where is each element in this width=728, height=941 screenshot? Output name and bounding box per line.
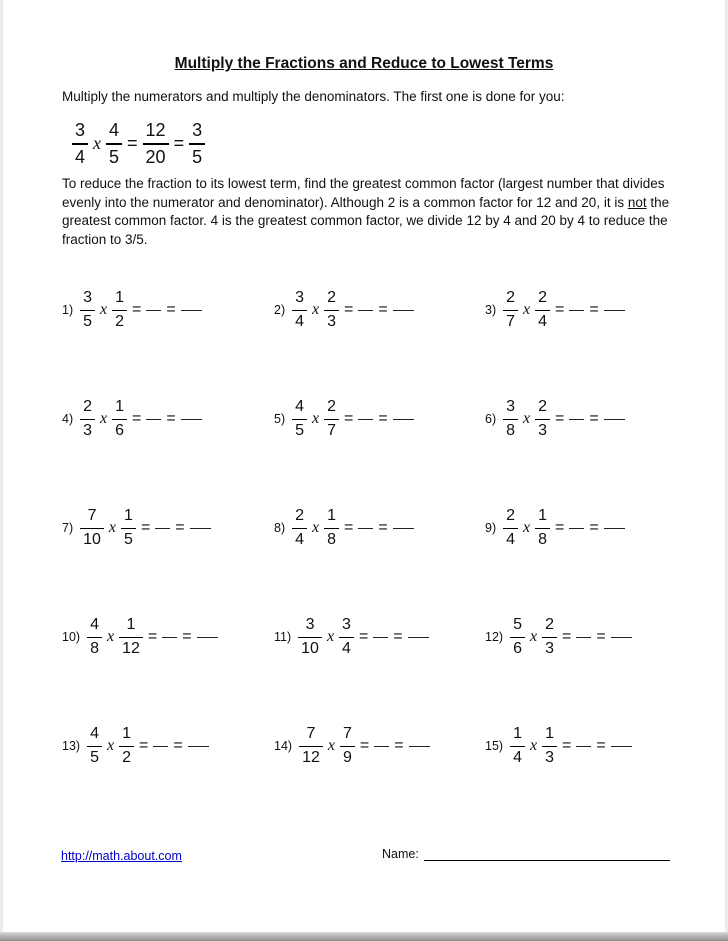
- fraction-1-denominator: 5: [90, 748, 99, 766]
- fraction-2-numerator: 1: [119, 616, 143, 637]
- fraction-2-numerator: 3: [339, 616, 354, 637]
- answer-blank-2: [188, 746, 209, 748]
- answer-blank-1: [358, 419, 373, 421]
- equals-sign: =: [132, 301, 142, 319]
- multiply-sign: x: [312, 301, 320, 319]
- equals-sign: =: [358, 628, 369, 646]
- equals-sign: =: [589, 519, 599, 537]
- fraction-1-numerator: 3: [292, 289, 307, 310]
- equals-sign: =: [555, 410, 565, 428]
- fraction-2-denominator: 2: [115, 312, 125, 330]
- fraction-2-denominator: 3: [545, 639, 554, 657]
- equals-sign: =: [344, 301, 354, 319]
- fraction-1: [299, 725, 323, 767]
- multiply-sign: x: [312, 519, 320, 537]
- fraction-2-denominator: 12: [122, 639, 140, 657]
- example-fraction-2-denominator: 5: [109, 146, 120, 167]
- equals-sign: =: [173, 737, 183, 755]
- answer-blank-1: [576, 637, 591, 639]
- fraction-1-denominator: 12: [302, 748, 320, 766]
- problem-number: 7): [62, 521, 74, 536]
- fraction-1: [87, 616, 102, 658]
- answer-blank-2: [604, 528, 625, 530]
- example-result-2: [189, 120, 205, 167]
- fraction-1: [292, 507, 307, 549]
- fraction-2-numerator: 2: [324, 398, 339, 419]
- equals-sign: =: [359, 737, 370, 755]
- answer-blank-1: [373, 637, 388, 639]
- problem-number: 5): [274, 412, 286, 427]
- problem-number: 10): [62, 630, 81, 645]
- equals-sign: =: [378, 519, 388, 537]
- fraction-2-denominator: 2: [122, 748, 131, 766]
- fraction-2-numerator: 1: [542, 725, 557, 746]
- answer-blank-1: [153, 746, 168, 748]
- page-content: [3, 0, 725, 828]
- problem-number: 8): [274, 521, 286, 536]
- fraction-2-numerator: 2: [542, 616, 557, 637]
- answer-blank-2: [393, 419, 414, 421]
- fraction-2-numerator: 7: [340, 725, 355, 746]
- equals-sign: =: [589, 301, 599, 319]
- source-link[interactable]: http://math.about.com: [61, 849, 182, 863]
- equals-sign: =: [140, 519, 151, 537]
- equals-sign: =: [344, 519, 354, 537]
- fraction-1: [503, 398, 518, 440]
- equals-sign: =: [596, 628, 606, 646]
- answer-blank-2: [604, 419, 625, 421]
- equals-sign: =: [166, 410, 176, 428]
- fraction-2-numerator: 1: [119, 725, 134, 746]
- problem-number: 15): [485, 739, 504, 754]
- multiply-sign: x: [327, 737, 335, 755]
- equals-sign: =: [394, 737, 404, 755]
- fraction-1-numerator: 2: [80, 398, 95, 419]
- fraction-2: [339, 616, 354, 658]
- answer-blank-2: [190, 528, 211, 530]
- problem: [274, 719, 485, 773]
- fraction-1: [80, 398, 95, 440]
- fraction-1: [503, 289, 518, 331]
- problem-number: 4): [62, 412, 74, 427]
- equals-sign: =: [589, 410, 599, 428]
- equals-sign: =: [147, 628, 158, 646]
- fraction-2: [542, 616, 557, 658]
- fraction-2-denominator: 5: [124, 530, 133, 548]
- fraction-1: [80, 507, 104, 549]
- fraction-2: [535, 289, 550, 331]
- answer-blank-1: [162, 637, 177, 639]
- answer-blank-2: [181, 419, 202, 421]
- equals-sign: =: [555, 519, 565, 537]
- problem: [485, 719, 668, 773]
- explanation-paragraph: [62, 175, 682, 249]
- fraction-2-denominator: 8: [538, 530, 548, 548]
- fraction-2-denominator: 3: [545, 748, 554, 766]
- fraction-2-denominator: 4: [342, 639, 351, 657]
- problem-number: 13): [62, 739, 81, 754]
- example-fraction-1: [72, 120, 88, 167]
- multiply-sign: x: [100, 301, 108, 319]
- fraction-2-numerator: 1: [535, 507, 550, 528]
- fraction-1-denominator: 5: [83, 312, 93, 330]
- problem: [62, 392, 274, 446]
- instructions: Multiply the numerators and multiply the denominators. The first one is done for you:: [62, 89, 565, 104]
- fraction-1-denominator: 3: [83, 421, 93, 439]
- fraction-1-numerator: 3: [503, 398, 518, 419]
- fraction-1-denominator: 10: [83, 530, 101, 548]
- answer-blank-1: [576, 746, 591, 748]
- example-fraction-1-denominator: 4: [75, 146, 86, 167]
- example-result-2-numerator: 3: [189, 120, 205, 145]
- answer-blank-1: [146, 310, 161, 312]
- fraction-2-denominator: 7: [327, 421, 337, 439]
- fraction-1-numerator: 2: [292, 507, 307, 528]
- fraction-2-denominator: 8: [327, 530, 337, 548]
- example-result-1-denominator: 20: [145, 146, 166, 167]
- fraction-2-numerator: 2: [535, 398, 550, 419]
- problem: [62, 719, 274, 773]
- answer-blank-2: [611, 746, 632, 748]
- problem: [62, 501, 274, 555]
- equals-sign: =: [378, 410, 388, 428]
- explanation-text-1: To reduce the fraction to its lowest term, find the greatest common factor (largest number that divides evenly into the numerator and denominator). Although 2 is a common factor for 12 and 20, it is: [62, 176, 665, 210]
- fraction-1-denominator: 10: [301, 639, 319, 657]
- fraction-1-numerator: 7: [299, 725, 323, 746]
- fraction-1-numerator: 2: [503, 289, 518, 310]
- answer-blank-2: [604, 310, 625, 312]
- answer-blank-2: [408, 637, 429, 639]
- fraction-1: [292, 289, 307, 331]
- problems-grid: [62, 283, 668, 828]
- fraction-2-numerator: 1: [324, 507, 339, 528]
- fraction-1-numerator: 2: [503, 507, 518, 528]
- equals-sign: =: [393, 628, 403, 646]
- fraction-2-numerator: 1: [112, 289, 127, 310]
- multiply-sign: x: [100, 410, 108, 428]
- answer-blank-2: [181, 310, 202, 312]
- equals-sign: =: [378, 301, 388, 319]
- equals-sign: =: [139, 737, 149, 755]
- example-fraction-1-numerator: 3: [72, 120, 88, 145]
- multiply-sign: x: [523, 410, 531, 428]
- answer-blank-1: [374, 746, 389, 748]
- fraction-2: [535, 507, 550, 549]
- equals-sign: =: [562, 737, 572, 755]
- problem: [274, 283, 485, 337]
- worksheet-page: [3, 0, 725, 932]
- problem-number: 3): [485, 303, 497, 318]
- equals-sign: =: [344, 410, 354, 428]
- equals-sign: =: [555, 301, 565, 319]
- multiply-sign: x: [106, 628, 115, 646]
- multiply-sign: x: [106, 737, 115, 755]
- answer-blank-1: [155, 528, 170, 530]
- problem: [485, 610, 668, 664]
- answer-blank-1: [569, 528, 584, 530]
- fraction-1: [87, 725, 102, 767]
- multiply-sign: x: [523, 519, 531, 537]
- fraction-1: [510, 725, 525, 767]
- multiply-sign: x: [523, 301, 531, 319]
- fraction-1-numerator: 7: [80, 507, 104, 528]
- problem: [274, 501, 485, 555]
- fraction-1-denominator: 8: [506, 421, 516, 439]
- example-fraction-2: [106, 120, 122, 167]
- fraction-2: [119, 616, 143, 658]
- fraction-1-denominator: 4: [506, 530, 516, 548]
- example-result-1: [143, 120, 169, 167]
- fraction-1-denominator: 6: [513, 639, 522, 657]
- problem: [485, 392, 668, 446]
- fraction-2-numerator: 2: [324, 289, 339, 310]
- answer-blank-1: [358, 528, 373, 530]
- example-result-1-numerator: 12: [143, 120, 169, 145]
- fraction-2-denominator: 3: [538, 421, 548, 439]
- fraction-1: [510, 616, 525, 658]
- multiply-sign: x: [326, 628, 335, 646]
- fraction-2: [542, 725, 557, 767]
- fraction-1-numerator: 4: [87, 725, 102, 746]
- fraction-2: [119, 725, 134, 767]
- fraction-2-denominator: 4: [538, 312, 548, 330]
- answer-blank-1: [146, 419, 161, 421]
- example-result-2-denominator: 5: [192, 146, 203, 167]
- fraction-2-denominator: 3: [327, 312, 337, 330]
- fraction-1: [298, 616, 322, 658]
- multiply-sign: x: [108, 519, 117, 537]
- problem: [485, 283, 668, 337]
- equals-sign: =: [166, 301, 176, 319]
- problem: [62, 283, 274, 337]
- answer-blank-1: [569, 419, 584, 421]
- fraction-2: [121, 507, 136, 549]
- problem-number: 6): [485, 412, 497, 427]
- equals-sign: =: [182, 628, 192, 646]
- fraction-1-denominator: 4: [295, 312, 305, 330]
- fraction-2: [324, 398, 339, 440]
- fraction-1-numerator: 5: [510, 616, 525, 637]
- problem: [274, 392, 485, 446]
- fraction-2: [535, 398, 550, 440]
- equals-sign: =: [132, 410, 142, 428]
- equals-sign: =: [175, 519, 185, 537]
- name-field: [382, 847, 670, 861]
- explanation-not-word: not: [627, 194, 647, 210]
- fraction-2-denominator: 9: [342, 748, 352, 766]
- name-blank-line: [424, 847, 670, 861]
- multiply-sign: x: [529, 737, 538, 755]
- answer-blank-2: [393, 310, 414, 312]
- problem-number: 9): [485, 521, 497, 536]
- answer-blank-2: [409, 746, 430, 748]
- worksheet-title: Multiply the Fractions and Reduce to Lowest Terms: [174, 55, 554, 72]
- equals-sign: =: [562, 628, 572, 646]
- problem: [62, 610, 274, 664]
- fraction-2: [324, 507, 339, 549]
- equals-sign: =: [173, 133, 185, 154]
- equals-sign: =: [127, 133, 138, 154]
- problem: [485, 501, 668, 555]
- fraction-1-denominator: 7: [506, 312, 516, 330]
- fraction-2-denominator: 6: [115, 421, 125, 439]
- fraction-1-numerator: 1: [510, 725, 525, 746]
- fraction-1-denominator: 5: [295, 421, 305, 439]
- answer-blank-1: [569, 310, 584, 312]
- name-label: Name:: [382, 847, 419, 861]
- problem: [274, 610, 485, 664]
- fraction-2: [324, 289, 339, 331]
- problem-number: 12): [485, 630, 504, 645]
- problem-number: 2): [274, 303, 286, 318]
- fraction-2-numerator: 1: [112, 398, 127, 419]
- fraction-2-numerator: 1: [121, 507, 136, 528]
- problem-number: 11): [274, 630, 292, 645]
- fraction-1-numerator: 4: [292, 398, 307, 419]
- answer-blank-2: [393, 528, 414, 530]
- example-fraction-2-numerator: 4: [106, 120, 122, 145]
- problem-number: 1): [62, 303, 74, 318]
- fraction-1: [80, 289, 95, 331]
- fraction-1-numerator: 4: [87, 616, 102, 637]
- worked-example: [72, 120, 668, 167]
- answer-blank-2: [611, 637, 632, 639]
- fraction-2-numerator: 2: [535, 289, 550, 310]
- fraction-1: [503, 507, 518, 549]
- explanation-text-2: the greatest common factor. 4 is the greatest common factor, we divide 12 by 4 and 20 by 4 to reduce the fraction to 3/5.: [62, 194, 670, 247]
- multiply-sign: x: [529, 628, 538, 646]
- equals-sign: =: [596, 737, 606, 755]
- fraction-1-numerator: 3: [80, 289, 95, 310]
- fraction-2: [340, 725, 355, 767]
- answer-blank-2: [197, 637, 218, 639]
- fraction-1-denominator: 4: [513, 748, 522, 766]
- page-bottom-shadow: [0, 932, 728, 941]
- problem-number: 14): [274, 739, 293, 754]
- answer-blank-1: [358, 310, 373, 312]
- multiply-sign: x: [312, 410, 320, 428]
- fraction-2: [112, 289, 127, 331]
- fraction-1: [292, 398, 307, 440]
- multiply-sign: x: [93, 133, 102, 154]
- fraction-1-denominator: 8: [90, 639, 99, 657]
- fraction-1-denominator: 4: [295, 530, 305, 548]
- fraction-2: [112, 398, 127, 440]
- fraction-1-numerator: 3: [298, 616, 322, 637]
